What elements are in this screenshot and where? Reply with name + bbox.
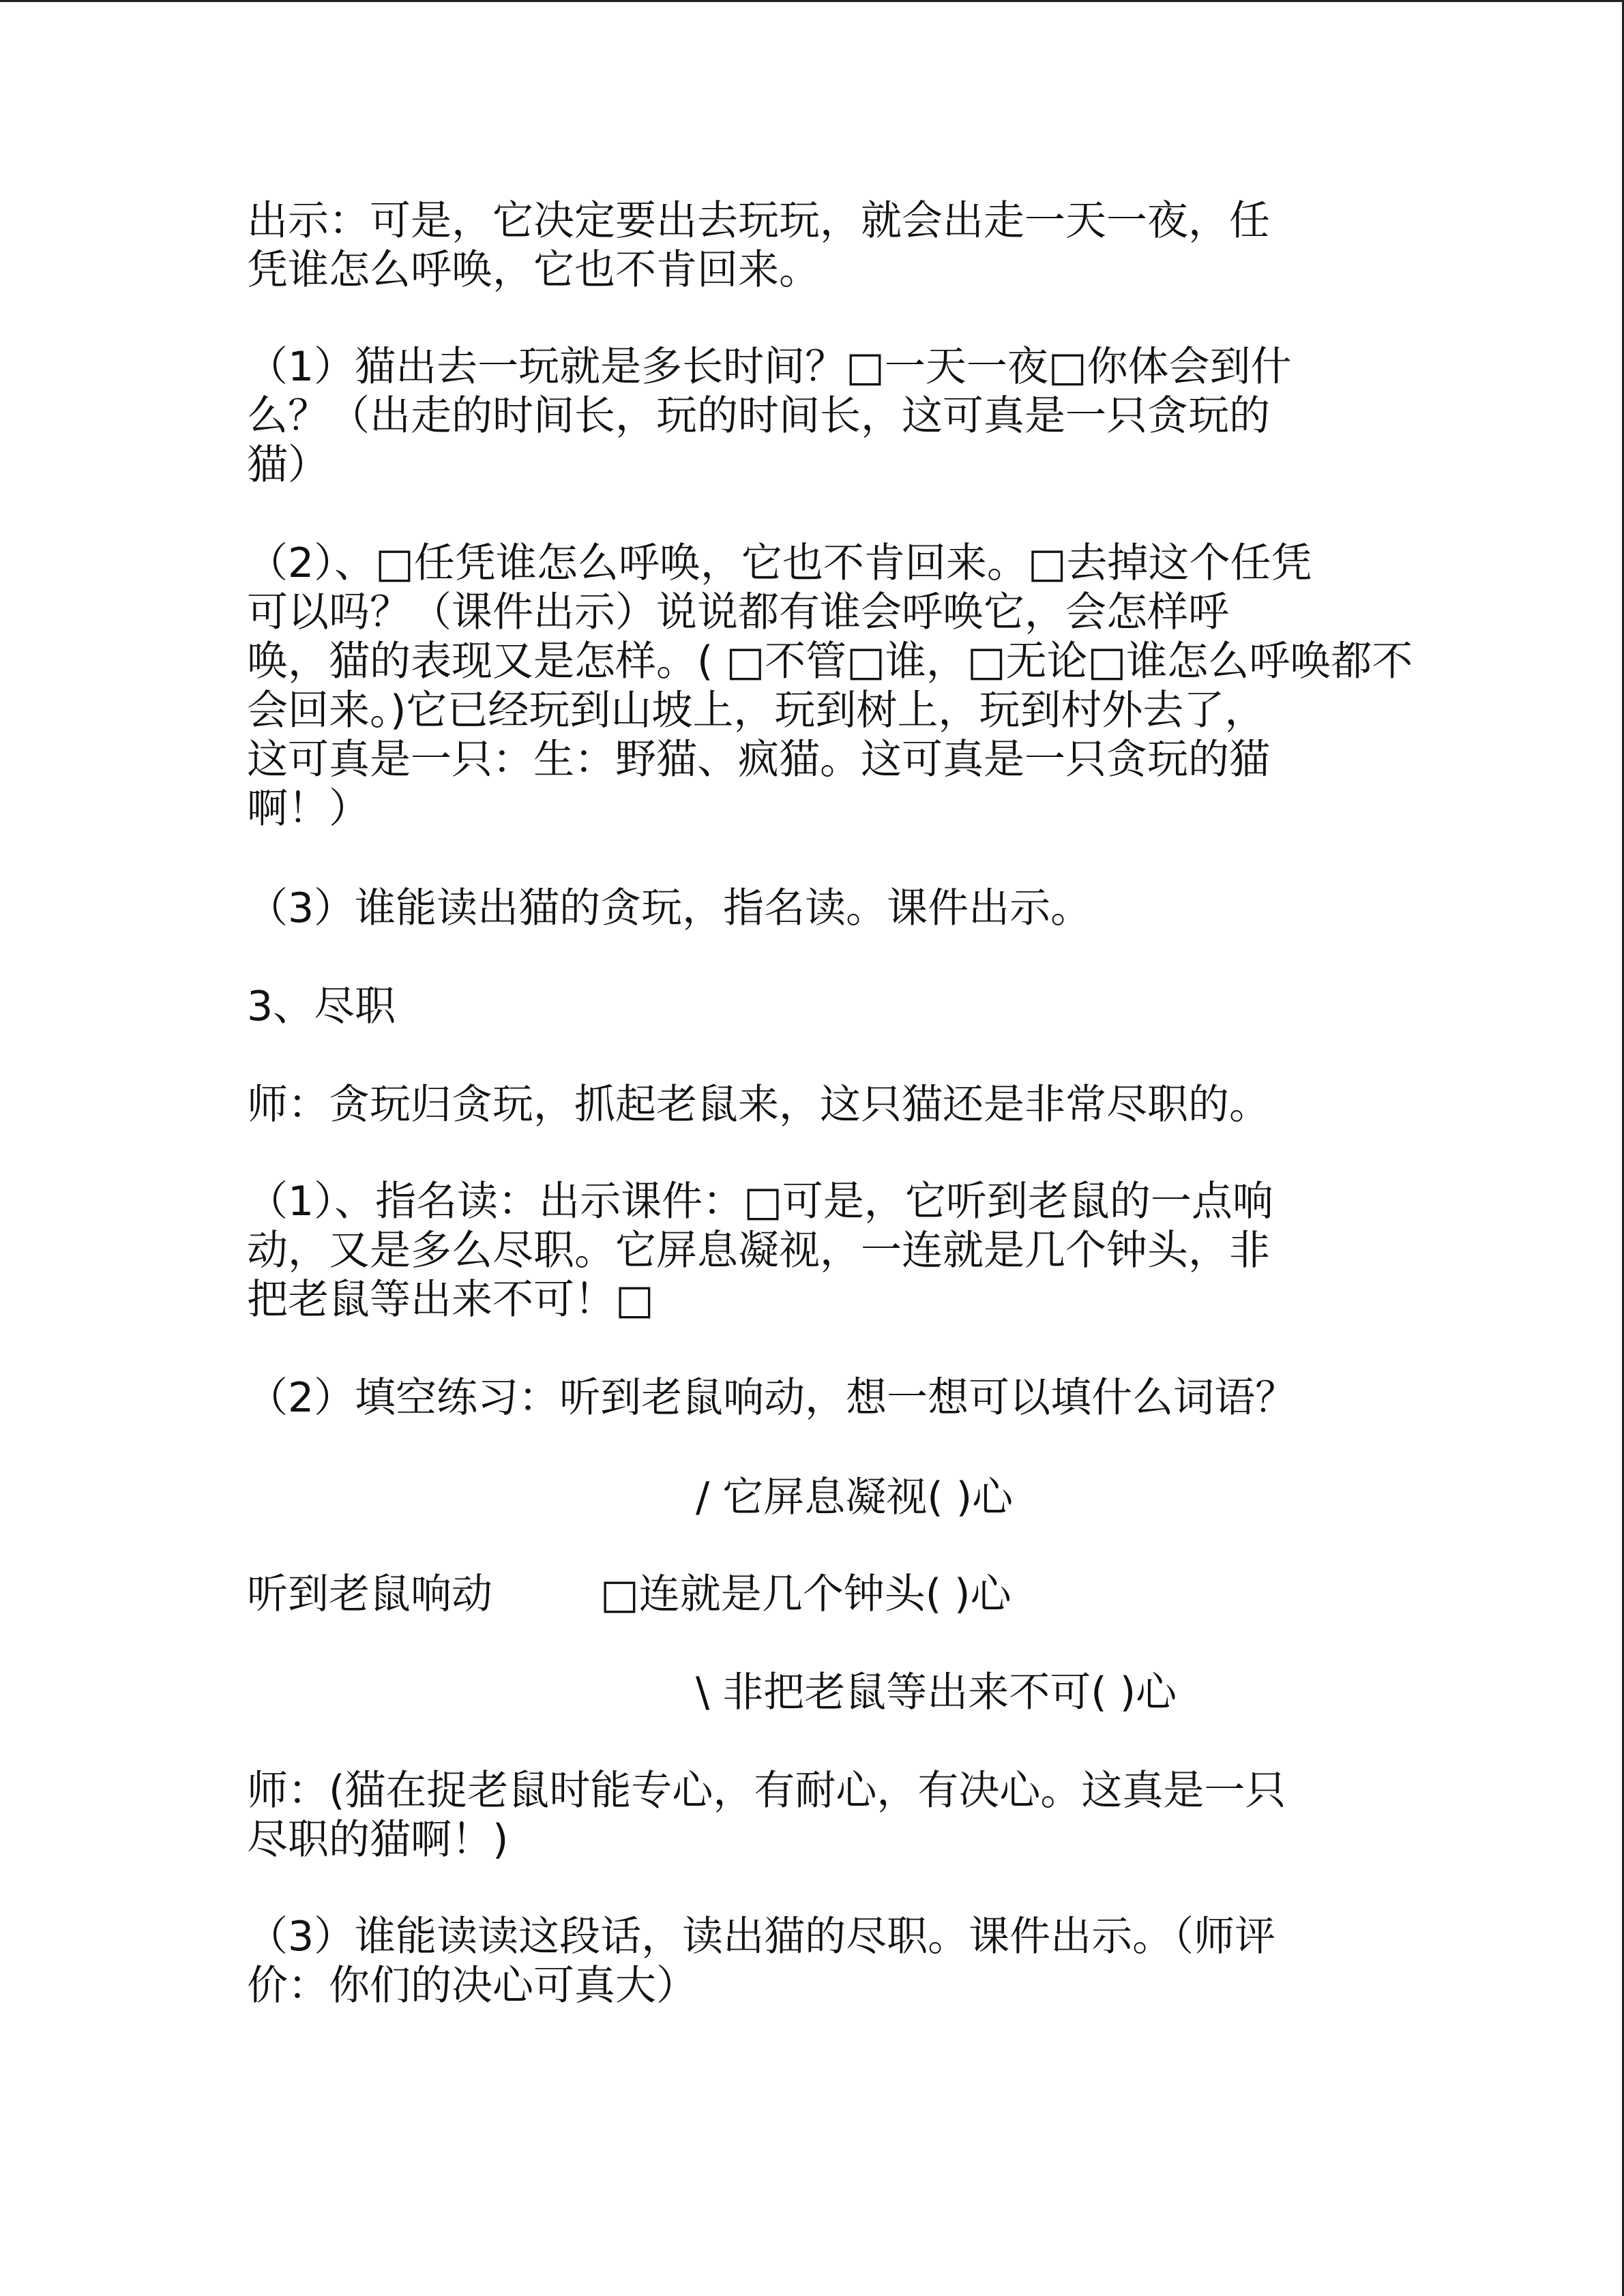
page-border-top: [0, 0, 1624, 2]
text-line: 价：你们的决心可真大）: [247, 1962, 697, 2010]
text-line: 3、尽职: [247, 983, 396, 1030]
text-line: 师：贪玩归贪玩，抓起老鼠来，这只猫还是非常尽职的。: [247, 1081, 1270, 1129]
text-line: 动，又是多么尽职。它屏息凝视，一连就是几个钟头，非: [247, 1227, 1270, 1274]
paragraph-final: [247, 1912, 1393, 2010]
paragraph-8: [247, 1373, 1393, 1422]
paragraph-6: [247, 1080, 1393, 1129]
text-line: 么？（出走的时间长，玩的时间长，这可真是一只贪玩的: [247, 392, 1270, 440]
text-line: 唤，猫的表现又是怎样。( □不管□谁，□无论□谁怎么呼唤都不: [247, 638, 1413, 685]
section-heading: [247, 982, 1393, 1031]
text-line: （1）、指名读：出示课件：□可是，它听到老鼠的一点响: [247, 1178, 1273, 1225]
text-line: 这可真是一只：生：野猫、疯猫。这可真是一只贪玩的猫: [247, 736, 1270, 784]
text-line: 出示：可是，它决定要出去玩玩，就会出走一天一夜，任: [247, 197, 1270, 245]
exercise-branch-3: \ 非把老鼠等出来不可( )心: [696, 1669, 1177, 1716]
text-line: （1）猫出去一玩就是多长时间？□一天一夜□你体会到什: [247, 343, 1292, 391]
paragraph-1: [247, 196, 1393, 295]
exercise-branch-1: / 它屏息凝视( )心: [696, 1474, 1014, 1521]
paragraph-2: [247, 342, 1393, 490]
text-line: 猫）: [247, 441, 329, 489]
text-line: 啊！）: [247, 785, 370, 833]
text-line: 凭谁怎么呼唤，它也不肯回来。: [247, 246, 820, 294]
paragraph-3: [247, 539, 1413, 833]
text-line: （2）填空练习：听到老鼠响动，想一想可以填什么词语？: [247, 1374, 1297, 1422]
text-line: 尽职的猫啊！): [247, 1816, 509, 1864]
exercise-branch-2: □连就是几个钟头( )心: [600, 1570, 1012, 1618]
paragraph-teacher-summary: [247, 1766, 1393, 1864]
text-line: （2）、□任凭谁怎么呼唤，它也不肯回来。□去掉这个任凭: [247, 539, 1312, 587]
text-line: 把老鼠等出来不可！□: [247, 1276, 654, 1324]
paragraph-4: [247, 884, 1393, 933]
text-line: 可以吗？（课件出示）说说都有谁会呼唤它，会怎样呼: [247, 588, 1229, 636]
text-line: （3）谁能读读这段话，读出猫的尽职。课件出示。（师评: [247, 1913, 1276, 1960]
text-line: （3）谁能读出猫的贪玩，指名读。课件出示。: [247, 884, 1092, 932]
exercise-label: 听到老鼠响动: [247, 1570, 492, 1618]
text-line: 师：(猫在捉老鼠时能专心，有耐心，有决心。这真是一只: [247, 1767, 1286, 1815]
paragraph-7: [247, 1177, 1393, 1324]
text-line: 会回来。)它已经玩到山坡上，玩到树上，玩到村外去了，: [247, 687, 1266, 734]
